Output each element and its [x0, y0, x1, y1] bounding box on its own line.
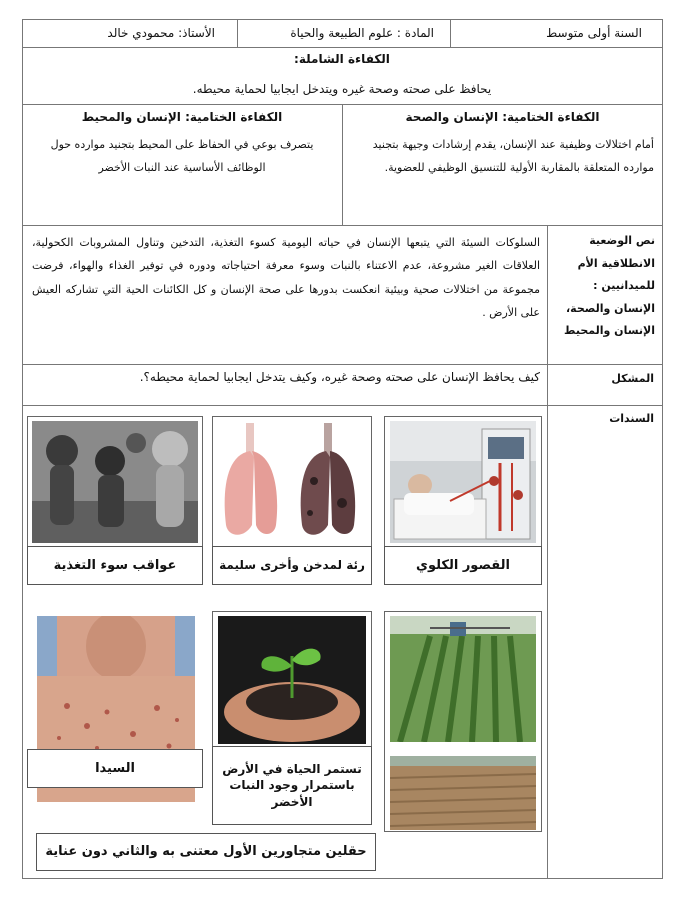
final-competence-environment-label: الكفاءة الختامية: الإنسان والمحيط	[81, 110, 283, 124]
final-competence-health-label: الكفاءة الختامية: الإنسان والصحة	[405, 110, 600, 124]
situation-label: نص الوضعية الانطلاقية الأم للميدانيين : الإنسان والصحة، الإنسان والمحيط	[564, 234, 655, 338]
problem-text: كيف يحافظ الإنسان على صحته وصحة غيره، وكيف يتدخل ايجابيا لحماية محيطه؟.	[139, 370, 540, 384]
supports-label: السندات	[609, 412, 654, 425]
final-competence-health-text: أمام اختلالات وظيفية عند الإنسان، يقدم إرشادات وجيهة بتجنيد موارده المتعلقة بالمقاربة الأولية للتنسيق الوظيفي للعضوية.	[372, 138, 654, 174]
malnutrition-caption: عواقب سوء التغذية	[27, 546, 203, 585]
lungs-caption: رئة لمدخن وأخرى سليمة	[212, 546, 372, 585]
header-teacher: الأستاذ: محمودي خالد	[107, 26, 215, 40]
kidney-caption: القصور الكلوي	[384, 546, 542, 585]
plant-in-hands-image	[218, 616, 366, 744]
fields-caption: حقلين متجاورين الأول معتنى به والثاني دون عناية	[36, 833, 376, 871]
situation-text: السلوكات السيئة التي يتبعها الإنسان في حياته اليومية كسوء التغذية، التدخين وتناول المشروبات الكحولية، العلاقات الغير مشروعة، عدم الاعتناء بالنبات وسوء معرفة احتياجاته ودوره في توفير الغذاء والهواء، فرضت مجموعة من اختلالات صحية وبيئية انعكست بدورها على صحة الإنسان و كل الكائنات الحية التي تشاركه العيش على الأرض .	[32, 236, 540, 319]
field-cared-image	[390, 616, 536, 742]
field-neglected-image	[390, 756, 536, 830]
header-subject: المادة : علوم الطبيعة والحياة	[290, 26, 434, 40]
header-year: السنة أولى متوسط	[546, 26, 642, 40]
kidney-dialysis-image	[390, 421, 536, 543]
final-competence-environment-text: يتصرف بوعي في الحفاظ على المحيط بتجنيد موارده حول الوظائف الأساسية عند النبات الأخضر	[50, 138, 314, 174]
malnutrition-image	[32, 421, 198, 543]
problem-label: المشكل	[611, 372, 654, 385]
aids-caption: السيدا	[27, 749, 203, 788]
global-competence-label: الكفاءة الشاملة:	[294, 52, 390, 66]
lungs-image	[216, 421, 368, 543]
global-competence-text: يحافظ على صحته وصحة غيره ويتدخل ايجابيا لحماية محيطه.	[192, 82, 492, 96]
plant-caption: تستمر الحياة في الأرض باستمرار وجود النبات الأخضر	[212, 746, 372, 825]
